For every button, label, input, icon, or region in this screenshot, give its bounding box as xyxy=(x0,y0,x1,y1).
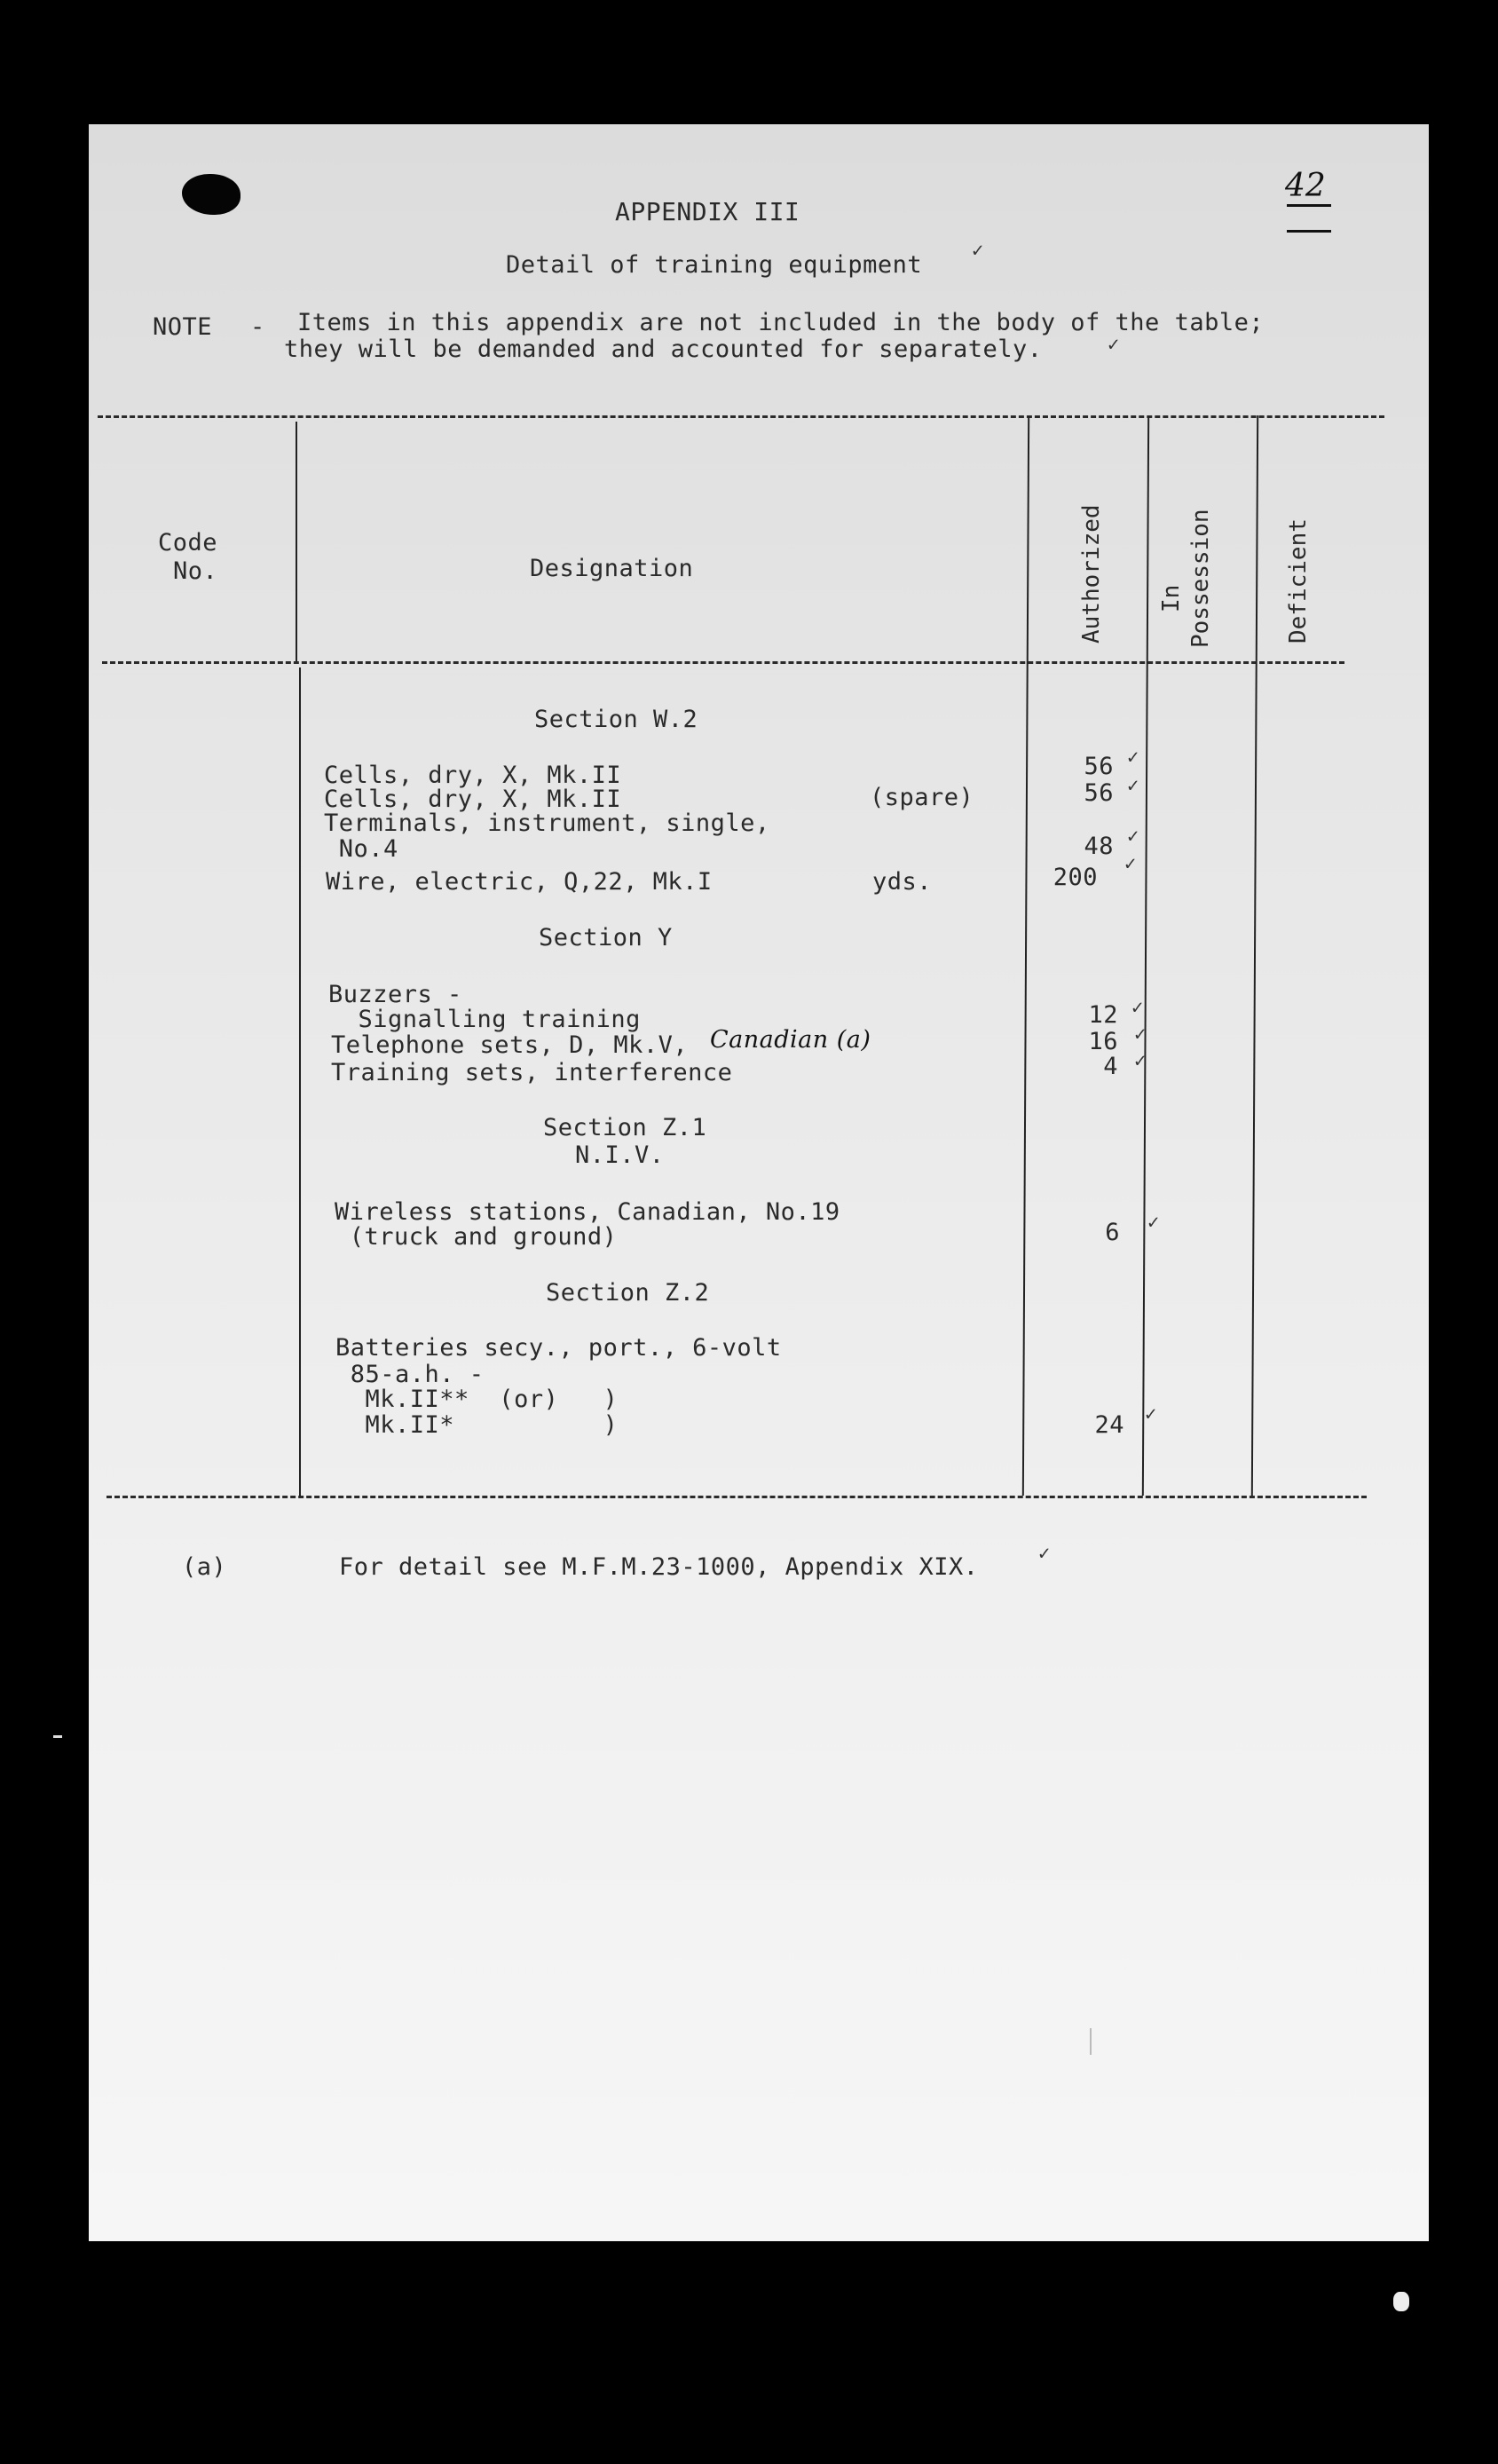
folio-number: 42 xyxy=(1285,168,1326,204)
note-line-2: they will be demanded and accounted for separately. xyxy=(284,336,1043,363)
item-designation: Cells, dry, X, Mk.II xyxy=(324,786,622,813)
check-mark: ✓ xyxy=(1145,1403,1157,1425)
ink-blot xyxy=(182,174,240,215)
footnote-mark: (a) xyxy=(182,1553,227,1581)
appendix-subtitle: Detail of training equipment xyxy=(506,251,923,279)
item-authorized: 16 xyxy=(1088,1028,1118,1055)
item-designation: Mk.II* ) xyxy=(335,1411,619,1439)
item-authorized: 56 xyxy=(1084,753,1114,780)
header-code-no: No. xyxy=(173,557,218,585)
item-authorized: 48 xyxy=(1084,833,1114,860)
header-in: In xyxy=(1158,584,1185,612)
item-authorized: 6 xyxy=(1105,1219,1120,1246)
item-authorized: 56 xyxy=(1084,779,1114,807)
item-designation: (truck and ground) xyxy=(335,1223,618,1251)
header-possession: Possession xyxy=(1187,509,1214,648)
scan-speck xyxy=(1090,2028,1092,2055)
document-page xyxy=(89,124,1429,2241)
check-mark: ✓ xyxy=(1134,1050,1147,1072)
header-designation: Designation xyxy=(530,555,694,582)
section-heading: Section W.2 xyxy=(534,706,698,733)
header-authorized: Authorized xyxy=(1078,504,1105,644)
item-authorized: 200 xyxy=(1053,864,1098,891)
column-divider xyxy=(296,422,297,661)
item-qualifier: yds. xyxy=(872,868,933,896)
item-designation: Buzzers - xyxy=(328,981,462,1008)
item-designation: Signalling training xyxy=(328,1006,641,1033)
note-dash: - xyxy=(250,313,265,341)
check-mark: ✓ xyxy=(1108,334,1120,356)
item-designation: Telephone sets, D, Mk.V, xyxy=(331,1031,689,1059)
table-bottom-rule xyxy=(106,1496,1367,1498)
section-heading: Section Z.2 xyxy=(546,1279,710,1307)
scan-speck xyxy=(1393,2292,1409,2311)
table-header-rule xyxy=(102,661,1344,664)
check-mark: ✓ xyxy=(1127,825,1139,848)
item-designation: Batteries secy., port., 6-volt xyxy=(335,1334,782,1362)
handwritten-annotation: Canadian (a) xyxy=(710,1026,871,1054)
check-mark: ✓ xyxy=(1127,746,1139,769)
check-mark: ✓ xyxy=(1147,1212,1160,1234)
item-designation: Training sets, interference xyxy=(331,1059,733,1086)
folio-strikeout xyxy=(1287,204,1331,233)
item-authorized: 24 xyxy=(1094,1411,1124,1439)
section-subheading: N.I.V. xyxy=(575,1141,665,1169)
item-authorized: 4 xyxy=(1103,1053,1118,1080)
scan-speck xyxy=(53,1735,62,1738)
check-mark: ✓ xyxy=(1131,997,1144,1019)
item-qualifier: (spare) xyxy=(870,784,974,811)
appendix-title: APPENDIX III xyxy=(615,197,800,226)
check-mark: ✓ xyxy=(1134,1023,1147,1046)
header-deficient: Deficient xyxy=(1285,518,1312,644)
note-label: NOTE xyxy=(153,313,213,341)
header-code: Code xyxy=(158,529,218,557)
check-mark: ✓ xyxy=(1038,1543,1051,1565)
check-mark: ✓ xyxy=(1124,853,1137,875)
column-divider xyxy=(299,667,301,1497)
item-designation: Mk.II** (or) ) xyxy=(335,1386,619,1413)
item-designation: Wire, electric, Q,22, Mk.I xyxy=(326,868,713,896)
item-designation: Wireless stations, Canadian, No.19 xyxy=(335,1198,840,1226)
item-designation: No.4 xyxy=(324,835,398,863)
note-line-1: Items in this appendix are not included in the body of the table; xyxy=(297,309,1265,336)
footnote-text: For detail see M.F.M.23-1000, Appendix XIX. xyxy=(339,1553,979,1581)
check-mark: ✓ xyxy=(1127,775,1139,797)
item-designation: Terminals, instrument, single, xyxy=(324,809,770,837)
item-designation: Cells, dry, X, Mk.II xyxy=(324,762,622,789)
item-authorized: 12 xyxy=(1088,1001,1118,1029)
item-designation: 85-a.h. - xyxy=(335,1361,485,1388)
table-top-rule xyxy=(98,415,1384,418)
section-heading: Section Y xyxy=(539,924,673,952)
section-heading: Section Z.1 xyxy=(543,1114,707,1141)
check-mark: ✓ xyxy=(972,240,984,262)
